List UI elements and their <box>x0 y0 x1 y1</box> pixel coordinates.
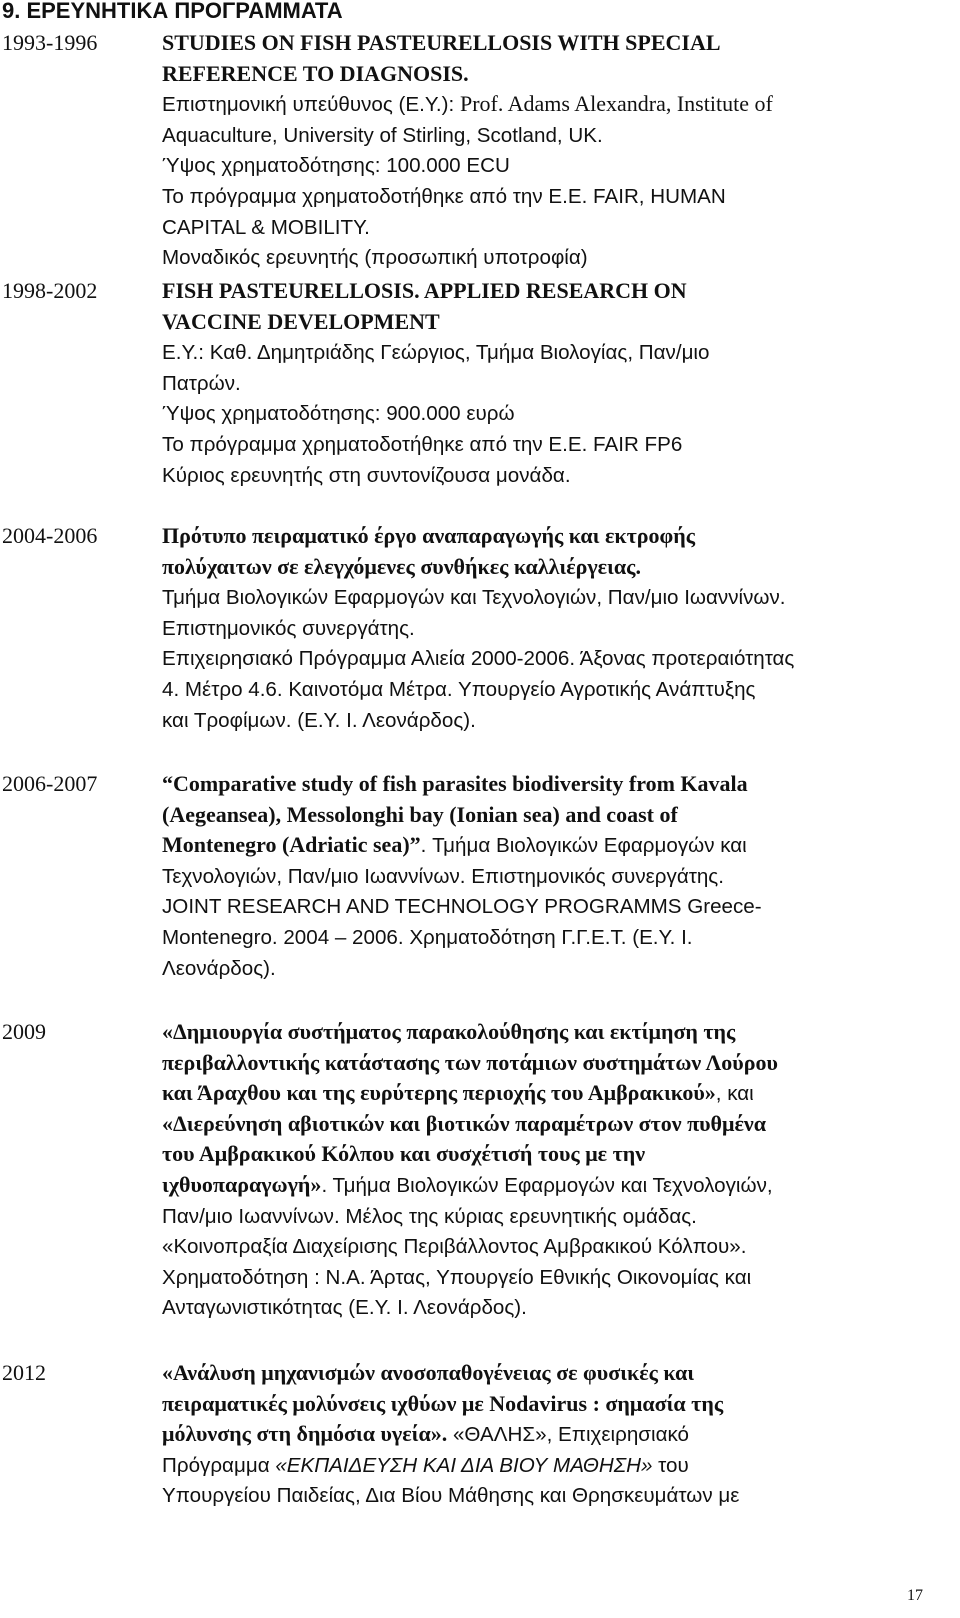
entry-years: 2009 <box>2 1019 46 1044</box>
text-segment: . Τμήμα Βιολογικών Εφαρμογών και Τεχνολογιών, <box>321 1174 773 1197</box>
entry-line <box>162 582 785 614</box>
entry-years: 2006-2007 <box>2 771 98 796</box>
text-segment: . Τμήμα Βιολογικών Εφαρμογών και <box>420 834 747 858</box>
entry-line <box>162 337 709 369</box>
text-segment: Παν/μιο Ιωαννίνων. Μέλος της κύριας ερευνητικής ομάδας. <box>162 1204 697 1228</box>
section-title: 9. ΕΡΕΥΝΗΤΙΚΑ ΠΡΟΓΡΑΜΜΑΤΑ <box>2 0 343 23</box>
text-segment: “Comparative study of fish parasites biodiversity from Kavala <box>162 771 748 796</box>
entry-line <box>162 1389 723 1420</box>
text-segment: Πρόγραμμα <box>162 1453 276 1477</box>
text-segment: Επιστημονικός συνεργάτης. <box>162 616 415 640</box>
entry-line <box>162 460 571 492</box>
entry-line <box>162 800 678 831</box>
text-segment: του <box>652 1453 689 1477</box>
text-segment: «Ανάλυση μηχανισμών ανοσοπαθογένειας σε φυσικές και <box>162 1360 695 1385</box>
entry-line <box>162 613 415 645</box>
text-segment: «Κοινοπραξία Διαχείρισης Περιβάλλοντος Αμβρακικού Κόλπου». <box>162 1235 747 1259</box>
text-segment: Πατρών. <box>162 371 241 395</box>
entry-line <box>162 830 747 862</box>
text-segment: STUDIES ON FISH PASTEURELLOSIS WITH SPECIAL <box>162 30 721 55</box>
entry-line <box>162 1170 773 1202</box>
entry-line <box>162 1358 694 1389</box>
entry-line <box>162 150 510 182</box>
entry-line <box>162 1139 645 1170</box>
text-segment: Ύψος χρηματοδότησης: 100.000 ECU <box>162 154 510 178</box>
text-segment: (Aegeansea), Messolonghi bay (Ionian sea) and coast of <box>162 801 678 827</box>
entry-line <box>162 181 726 213</box>
entry-line <box>162 212 370 244</box>
text-segment: Aquaculture, University of Stirling, Scotland, UK. <box>162 123 603 147</box>
entry-line <box>162 59 469 90</box>
entry-line <box>162 1201 697 1233</box>
text-segment: FISH PASTEURELLOSIS. APPLIED RESEARCH ON <box>162 278 687 303</box>
entry-line <box>162 28 721 59</box>
entry-line <box>162 1262 751 1294</box>
entry-line <box>162 242 588 274</box>
entry-line <box>162 1480 739 1512</box>
text-segment: Κύριος ερευνητής στη συντονίζουσα μονάδα. <box>162 463 571 487</box>
text-segment: Το πρόγραμμα χρηματοδοτήθηκε από την Ε.Ε. FAIR FP6 <box>162 433 683 456</box>
text-segment: Λεονάρδος). <box>162 956 276 980</box>
text-segment: Ανταγωνιστικότητας (Ε.Υ. Ι. Λεονάρδος). <box>162 1296 527 1320</box>
text-segment: πειραματικές μολύνσεις ιχθύων με Nodavirus : σημασία της <box>162 1390 724 1416</box>
entry-line <box>162 521 695 552</box>
text-segment: Μοναδικός ερευνητής (προσωπική υποτροφία) <box>162 246 588 270</box>
text-segment: Το πρόγραμμα χρηματοδοτήθηκε από την Ε.Ε. FAIR, HUMAN <box>162 185 726 208</box>
entry-line <box>162 953 276 985</box>
entry-line <box>162 1109 766 1140</box>
entry-line <box>162 922 693 954</box>
entry-line <box>162 120 603 152</box>
text-segment: Τμήμα Βιολογικών Εφαρμογών και Τεχνολογιών, Παν/μιο Ιωαννίνων. <box>162 586 786 610</box>
entry-years: 2004-2006 <box>2 523 98 548</box>
text-segment: Ε.Υ.: Καθ. Δημητριάδης Γεώργιος, Τμήμα Βιολογίας, Παν/μιο <box>162 341 710 365</box>
text-segment: VACCINE DEVELOPMENT <box>162 308 440 334</box>
text-segment: πολύχαιτων σε ελεγχόμενες συνθήκες καλλιέργειας. <box>162 553 641 579</box>
entry-line <box>162 1450 689 1482</box>
text-segment: , και <box>715 1082 754 1106</box>
text-segment: του Αμβρακικού Κόλπου και συσχέτισή τους με την <box>162 1141 646 1167</box>
text-segment: Ύψος χρηματοδότησης: 900.000 ευρώ <box>162 402 515 426</box>
entry-line <box>162 891 762 923</box>
text-segment: «Διερεύνηση αβιοτικών και βιοτικών παραμέτρων στον πυθμένα <box>162 1110 767 1136</box>
entry-years: 1993-1996 <box>2 30 98 55</box>
entry-line <box>162 89 773 121</box>
text-segment: Πρότυπο πειραματικό έργο αναπαραγωγής και εκτροφής <box>162 523 695 548</box>
entry-line <box>162 1419 689 1451</box>
entry-years: 1998-2002 <box>2 278 98 303</box>
entry-line <box>162 1078 754 1110</box>
text-segment: «ΘΑΛΗΣ», Επιχειρησιακό <box>447 1423 689 1447</box>
text-segment: «ΕΚΠΑΙΔΕΥΣΗ ΚΑΙ ΔΙΑ ΒΙΟΥ ΜΑΘΗΣΗ» <box>275 1453 653 1477</box>
text-segment: Prof. Adams Alexandra, Institute of <box>459 91 773 117</box>
text-segment: Χρηματοδότηση : Ν.Α. Άρτας, Υπουργείο Εθνικής Οικονομίας και <box>162 1265 752 1289</box>
entry-line <box>162 552 641 583</box>
entry-years: 2012 <box>2 1360 46 1385</box>
entry-line <box>162 398 515 430</box>
text-segment: CAPITAL & MOBILITY. <box>162 215 370 239</box>
text-segment: JOINT RESEARCH AND TECHNOLOGY PROGRAMMS Greece- <box>162 895 762 919</box>
entry-line <box>162 429 682 461</box>
text-segment: μόλυνσης στη δημόσια υγεία». <box>162 1421 448 1447</box>
text-segment: Υπουργείου Παιδείας, Δια Βίου Μάθησης και Θρησκευμάτων με <box>162 1484 740 1508</box>
entry-line <box>162 643 794 675</box>
entry-line <box>162 769 748 800</box>
text-segment: Επιχειρησιακό Πρόγραμμα Αλιεία 2000-2006. Άξονας προτεραιότητας <box>162 647 795 671</box>
entry-line <box>162 705 476 737</box>
text-segment: περιβαλλοντικής κατάστασης των ποτάμιων συστημάτων Λούρου <box>162 1049 778 1075</box>
entry-line <box>162 307 440 338</box>
entry-line <box>162 276 687 307</box>
text-segment: 4. Μέτρο 4.6. Καινοτόμα Μέτρα. Υπουργείο Αγροτικής Ανάπτυξης <box>162 678 756 701</box>
text-segment: Montenegro. 2004 – 2006. Χρηματοδότηση Γ.Γ.Ε.Τ. (Ε.Υ. Ι. <box>162 926 693 949</box>
text-segment: «Δημιουργία συστήματος παρακολούθησης και εκτίμηση της <box>162 1019 736 1044</box>
entry-line <box>162 1231 746 1263</box>
entry-line <box>162 674 755 706</box>
text-segment: Επιστημονική υπεύθυνος (Ε.Υ.): <box>162 93 460 117</box>
text-segment: ιχθυοπαραγωγή» <box>162 1172 322 1197</box>
entry-line <box>162 861 724 893</box>
entry-line <box>162 1017 735 1048</box>
entry-line <box>162 368 241 400</box>
text-segment: και Τροφίμων. (Ε.Υ. Ι. Λεονάρδος). <box>162 708 476 732</box>
text-segment: Montenegro (Adriatic sea)” <box>162 832 421 858</box>
text-segment: Τεχνολογιών, Παν/μιο Ιωαννίνων. Επιστημονικός συνεργάτης. <box>162 864 724 888</box>
text-segment: και Άραχθου και της ευρύτερης περιοχής του Αμβρακικού» <box>162 1080 716 1106</box>
entry-line <box>162 1292 527 1324</box>
page-number: 17 <box>907 1587 923 1604</box>
entry-line <box>162 1048 778 1079</box>
text-segment: REFERENCE TO DIAGNOSIS. <box>162 60 469 86</box>
